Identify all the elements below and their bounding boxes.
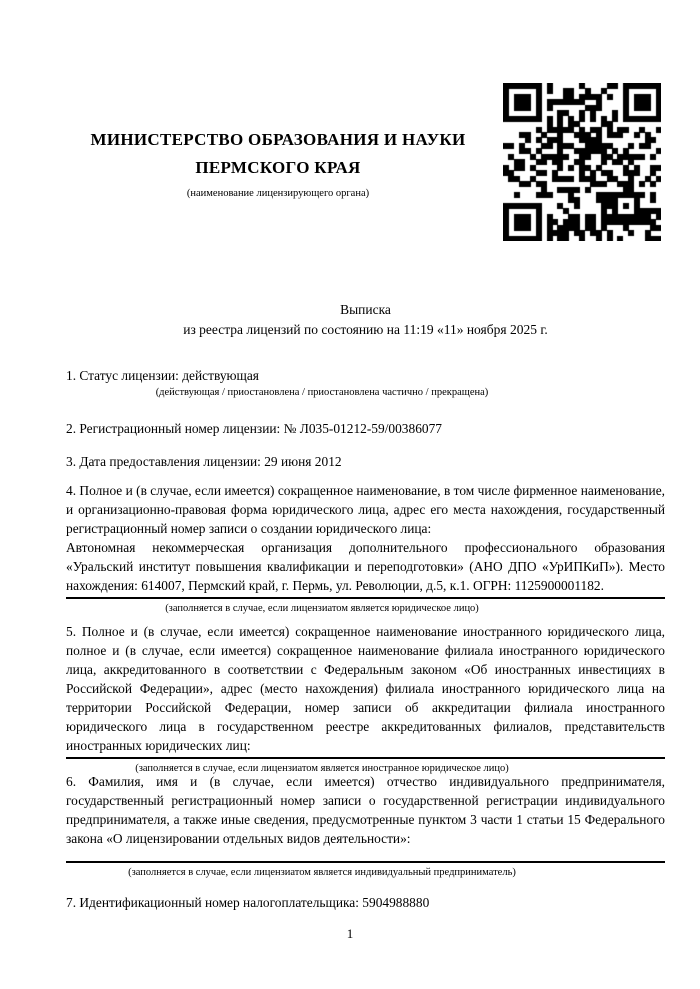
foreign-entity-fill-line bbox=[66, 757, 665, 759]
foreign-entity-description: 5. Полное и (в случае, если имеется) сокращенное наименование иностранного юридического лица, полное и (в случае, если имеется) сокращенное наименование филиала иностранного юридического лица, аккредитованного в соответствии с Федеральным законом «Об иностранных инвестициях в Российской Федерации», адрес (место нахождения) филиала иностранного юридического лица на территории Российской Федерации, номер записи об аккредитации филиала иностранного юридического лица в государственном реестре аккредитованных филиалов, представительств иностранных юридических лиц: bbox=[66, 624, 665, 753]
clause-individual-entrepreneur bbox=[66, 772, 665, 879]
licensing-authority-caption: (наименование лицензирующего органа) bbox=[186, 188, 370, 199]
taxpayer-number-text: 7. Идентификационный номер налогоплательщика: 5904988880 bbox=[66, 895, 430, 910]
license-status-text: 1. Статус лицензии: действующая bbox=[66, 368, 259, 383]
legal-entity-value: Автономная некоммерческая организация дополнительного профессионального образования «Уральский институт повышения квалификации и переподготовки» (АНО ДПО «УрИПКиП»). Место нахождения: 614007, Пермский край, г. Пермь, ул. Революции, д.5, к.1. ОГРН: 1125900001182. bbox=[66, 540, 665, 593]
document-title-line1: Выписка bbox=[340, 302, 391, 317]
clause-foreign-entity bbox=[66, 622, 665, 775]
ministry-name-line2: ПЕРМСКОГО КРАЯ bbox=[195, 158, 361, 177]
page-number: 1 bbox=[346, 926, 354, 941]
individual-entrepreneur-caption: (заполняется в случае, если лицензиатом является индивидуальный предприниматель) bbox=[128, 867, 516, 878]
legal-entity-fill-line bbox=[66, 597, 665, 599]
grant-date-text: 3. Дата предоставления лицензии: 29 июня 2012 bbox=[66, 454, 342, 469]
clause-grant-date bbox=[66, 452, 665, 471]
individual-entrepreneur-fill-line bbox=[66, 861, 665, 863]
clause-legal-entity bbox=[66, 481, 665, 615]
clause-license-status bbox=[66, 366, 665, 399]
licensing-authority-header bbox=[66, 126, 490, 200]
individual-entrepreneur-description: 6. Фамилия, имя и (в случае, если имеется) отчество индивидуального предпринимателя, государственный регистрационный номер записи о государственной регистрации индивидуального предпринимателя, а также иные сведения, предусмотренные пунктом 3 части 1 статьи 15 Федерального закона «О лицензировании отдельных видов деятельности»: bbox=[66, 774, 665, 846]
foreign-entity-caption: (заполняется в случае, если лицензиатом является иностранное юридическое лицо) bbox=[135, 763, 509, 774]
clause-taxpayer-number bbox=[66, 893, 665, 912]
ministry-name-line1: МИНИСТЕРСТВО ОБРАЗОВАНИЯ И НАУКИ bbox=[90, 130, 466, 149]
document-title bbox=[66, 300, 665, 340]
document-title-line2: из реестра лицензий по состоянию на 11:19 «11» ноября 2025 г. bbox=[183, 322, 548, 337]
qr-code-icon bbox=[503, 83, 661, 241]
legal-entity-description: 4. Полное и (в случае, если имеется) сокращенное наименование, в том числе фирменное наименование, и организационно-правовая форма юридического лица, адрес его места нахождения, государственный регистрационный номер записи о создании юридического лица: bbox=[66, 483, 665, 536]
clause-registration-number bbox=[66, 419, 665, 438]
license-status-caption: (действующая / приостановлена / приостановлена частично / прекращена) bbox=[155, 387, 489, 398]
legal-entity-caption: (заполняется в случае, если лицензиатом является юридическое лицо) bbox=[165, 603, 479, 614]
registration-number-text: 2. Регистрационный номер лицензии: № Л035-01212-59/00386077 bbox=[66, 421, 442, 436]
